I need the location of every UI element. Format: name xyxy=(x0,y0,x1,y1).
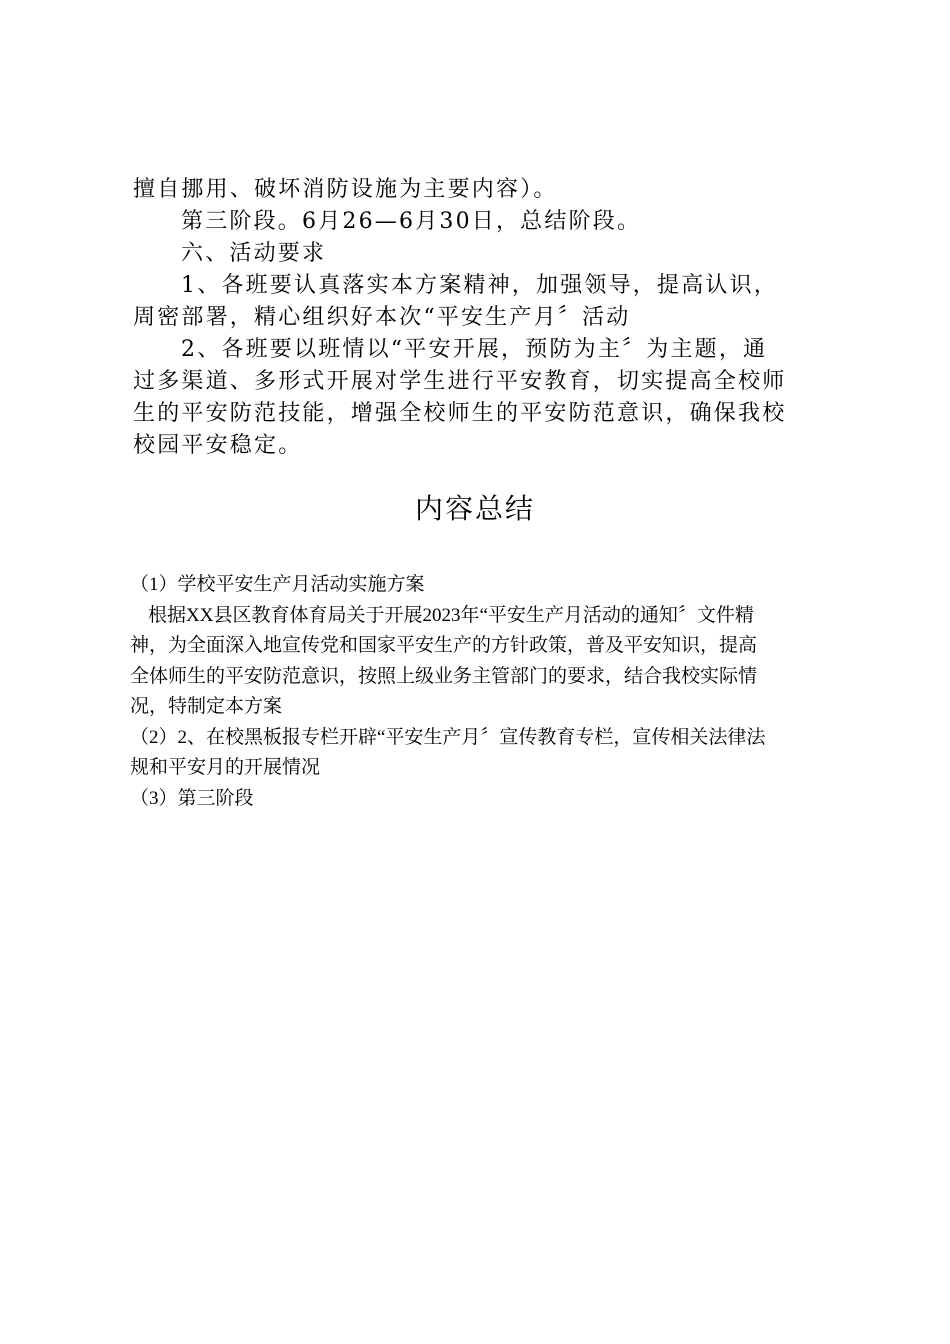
summary-title: 内容总结 xyxy=(414,492,535,525)
body-line: 过多渠道、多形式开展对学生进行平安教育，切实提高全校师 xyxy=(133,369,787,394)
summary-body xyxy=(130,570,830,814)
document-body xyxy=(133,174,813,462)
summary-item: （3）第三阶段 xyxy=(130,787,254,809)
summary-line: 根据XX县区教育体育局关于开展2023年“平安生产月活动的通知〞文件精 xyxy=(148,604,754,626)
summary-item: （2）2、在校黑板报专栏开辟“平安生产月〞宣传教育专栏，宣传相关法律法 xyxy=(130,726,766,748)
body-line: 生的平安防范技能，增强全校师生的平安防范意识，确保我校 xyxy=(133,401,787,426)
body-line: 校园平安稳定。 xyxy=(133,433,303,458)
body-line: 周密部署，精心组织好本次“平安生产月〞活动 xyxy=(133,305,631,330)
summary-line: 况，特制定本方案 xyxy=(130,696,283,717)
summary-line: 规和平安月的开展情况 xyxy=(130,757,321,778)
body-line: 2、各班要以班情以“平安开展，预防为主〞为主题，通 xyxy=(181,337,768,362)
summary-line: 神，为全面深入地宣传党和国家平安生产的方针政策，普及平安知识，提高 xyxy=(130,635,758,656)
summary-line: 全体师生的平安防范意识，按照上级业务主管部门的要求，结合我校实际情 xyxy=(130,665,758,687)
body-line: 第三阶段。6月26—6月30日，总结阶段。 xyxy=(181,209,642,234)
body-line: 1、各班要认真落实本方案精神，加强领导，提高认识， xyxy=(181,273,778,298)
body-line: 擅自挪用、破坏消防设施为主要内容）。 xyxy=(133,177,558,202)
summary-item: （1）学校平安生产月活动实施方案 xyxy=(130,574,425,595)
section-heading: 六、活动要求 xyxy=(181,241,327,266)
